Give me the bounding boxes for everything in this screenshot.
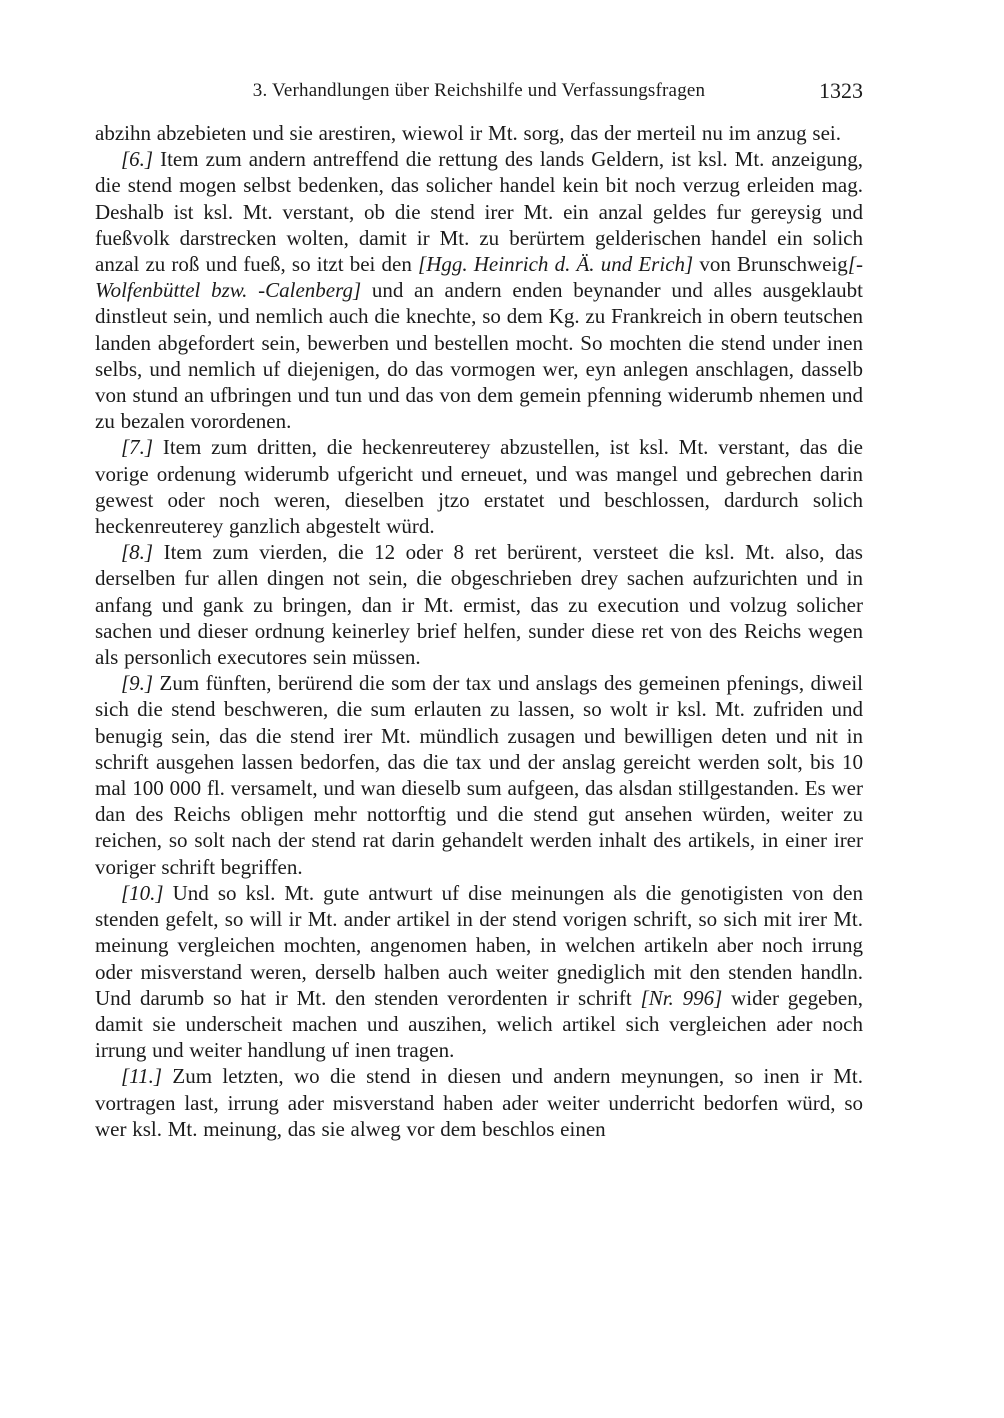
editorial-italic-run: [11.] (121, 1064, 173, 1089)
text-run: Item zum dritten, die heckenreuterey abzustellen, ist ksl. Mt. verstant, das die vorige ordenung widerumb ufgericht und erneuet, und was mangel und gebrechen darin gewest oder noch weren, dieselben jtzo erstatet und beschlossen, dardurch solich heckenreuterey ganzlich abgestelt würd. (95, 435, 863, 539)
text-run: von Brunschweig (693, 252, 848, 277)
editorial-italic-run: [10.] (121, 880, 173, 905)
body-text (95, 120, 863, 1142)
paragraph (95, 120, 863, 146)
paragraph (95, 146, 863, 434)
paragraph (95, 434, 863, 539)
editorial-italic-run: [9.] (121, 671, 160, 696)
page-number: 1323 (819, 78, 863, 103)
text-run: Item zum vierden, die 12 oder 8 ret berürent, versteet die ksl. Mt. also, das derselben fur allen dingen not sein, die obgeschrieben drey sachen aufzurichten und in anfang und gank zu bringen, dan ir Mt. ermist, das zu execution und volzug solicher sachen und dieser ordnung keinerley brief helfen, sunder diese ret von des Reichs wegen als personlich executores sein müssen. (95, 540, 863, 670)
running-head (95, 78, 863, 106)
editorial-italic-run: [8.] (121, 540, 164, 565)
paragraph (95, 1063, 863, 1142)
editorial-italic-run: [Hgg. Heinrich d. Ä. und Erich] (418, 252, 694, 277)
editorial-italic-run: [Nr. 996] (640, 985, 723, 1010)
text-run: wider gegeben, damit sie underscheit machen und auszihen, welich artikel sich vergleichen ader noch irrung und weiter handlung uf inen tragen. (95, 985, 863, 1063)
text-run: Zum fünften, berürend die som der tax und anslags des gemeinen pfenings, diweil sich die stend beschweren, die sum erlauten zu lassen, so wolt ir ksl. Mt. zufriden und benugig sein, das die stend irer Mt. mündlich zusagen und bewilligen deten und nit in schrift ausgehen lassen bedorfen, das die tax und der anslag gereicht werden solt, bis 10 mal 100 000 fl. versamelt, und wan dieselb sum aufgeen, das alsdan stillgestanden. Es wer dan des Reichs obligen mehr nottorftig und die stend gut ansehen würden, weiter zu reichen, so solt nach der stend rat darin gehandelt werden inhalt des artikels, in einer irer voriger schrift begriffen. (95, 671, 863, 879)
paragraph (95, 670, 863, 880)
paragraph (95, 880, 863, 1063)
text-run: und an andern enden beynander und alles ausgeklaubt dinstleut sein, und nemlich auch die knechte, so dem Kg. zu Frankreich in obern teutschen landen abgefordert sein, bewerben und bestellen mocht. So mochten die stend under inen selbs, und nemlich uf diejenigen, do das vormogen wer, eyn anlegen anschlagen, dasselb von stund an ufbringen und tun und das von dem gemein pfenning widerumb nhemen und zu bezalen vorordenen. (95, 278, 863, 434)
text-run: Und so ksl. Mt. gute antwurt uf dise meinungen als die genotigisten von den stenden gefelt, so will ir Mt. ander artikel in der stend vorigen schrift, so sich mit irer Mt. meinung vergleichen mochten, angenomen haben, in welchen artikeln aber noch irrung oder misverstand weren, derselb halben auch weiter gnediglich mit den stenden handln. Und darumb so hat ir Mt. den stenden verordenten ir schrift (95, 880, 863, 1010)
text-run: abzihn abzebieten und sie arestiren, wiewol ir Mt. sorg, das der merteil nu im anzug sei. (95, 121, 841, 145)
editorial-italic-run: [-Wolfenbüttel bzw. -Calenberg] (95, 252, 863, 303)
text-run: Item zum andern antreffend die rettung des lands Geldern, ist ksl. Mt. anzeigung, die stend mogen selbst bedenken, das solicher handel kein bit noch verzug erleiden mag. Deshalb ist ksl. Mt. verstant, ob die stend irer Mt. ein anzal geldes fur gereysig und fueßvolk darstrecken wolten, damit ir Mt. zu berürtem gelderischen handel ein solich anzal zu roß und fueß, so itzt bei den (95, 147, 863, 277)
text-block (95, 78, 863, 1142)
editorial-italic-run: [6.] (121, 147, 161, 172)
paragraph (95, 539, 863, 670)
editorial-italic-run: [7.] (121, 435, 163, 460)
running-title: 3. Verhandlungen über Reichshilfe und Verfassungsfragen (252, 80, 706, 101)
text-run: Zum letzten, wo die stend in diesen und andern meynungen, so inen ir Mt. vortragen last, irrung ader misverstand haben ader weiter underricht bedorfen würd, so wer ksl. Mt. meinung, das sie alweg vor dem beschlos einen (95, 1064, 863, 1141)
